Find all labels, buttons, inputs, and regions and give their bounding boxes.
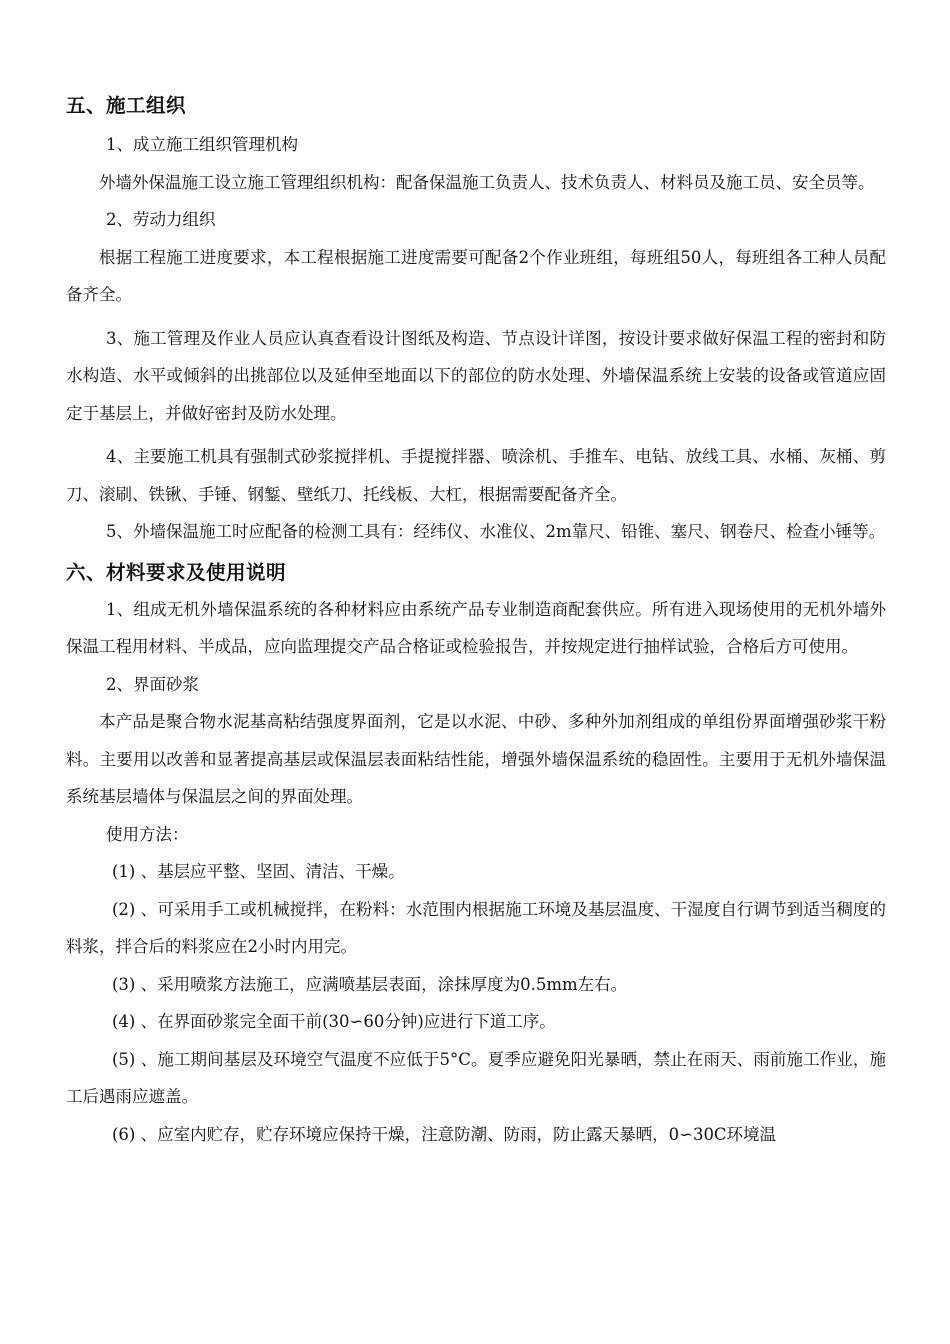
usage-step-4: (4) 、在界面砂浆完全面干前(30∽60分钟)应进行下道工序。 — [112, 1012, 556, 1031]
section-five-item-4: 4、主要施工机具有强制式砂浆搅拌机、手提搅拌器、喷涂机、手推车、电钻、放线工具、水桶、灰桶、剪刀、滚刷、铁锹、手锤、钢錾、壁纸刀、托线板、大杠，根据需要配备齐全。 — [66, 447, 886, 504]
section-five-item-1: 1、成立施工组织管理机构 — [106, 135, 298, 154]
usage-step-5: (5) 、施工期间基层及环境空气温度不应低于5°C。夏季应避免阳光暴晒，禁止在雨天、雨前施工作业，施工后遇雨应遮盖。 — [66, 1049, 886, 1106]
section-six-heading: 六、材料要求及使用说明 — [66, 560, 287, 584]
document-body — [66, 88, 886, 1153]
section-five-paragraph-2: 根据工程施工进度要求，本工程根据施工进度需要可配备2个作业班组，每班组50人，每班组各工种人员配备齐全。 — [66, 247, 886, 304]
usage-heading: 使用方法： — [106, 824, 189, 844]
section-six-item-1: 1、组成无机外墙保温系统的各种材料应由系统产品专业制造商配套供应。所有进入现场使用的无机外墙外保温工程用材料、半成品，应向监理提交产品合格证或检验报告，并按规定进行抽样试验，合格后方可使用。 — [66, 599, 886, 656]
section-six-paragraph-1: 本产品是聚合物水泥基高粘结强度界面剂，它是以水泥、中砂、多种外加剂组成的单组份界面增强砂浆干粉料。主要用以改善和显著提高基层或保温层表面粘结性能，增强外墙保温系统的稳固性。主要用于无机外墙保温系统基层墙体与保温层之间的界面处理。 — [66, 712, 886, 806]
usage-step-1: (1) 、基层应平整、坚固、清洁、干燥。 — [112, 862, 405, 881]
section-five-item-2: 2、劳动力组织 — [106, 210, 216, 229]
usage-step-2: (2) 、可采用手工或机械搅拌，在粉料：水范围内根据施工环境及基层温度、干湿度自行调节到适当稠度的料浆，拌合后的料浆应在2小时内用完。 — [66, 899, 886, 956]
section-six-item-2: 2、界面砂浆 — [106, 674, 199, 694]
section-five-heading: 五、施工组织 — [66, 94, 187, 117]
section-five-item-5: 5、外墙保温施工时应配备的检测工具有：经纬仪、水准仪、2m靠尺、铅锥、塞尺、钢卷尺、检查小锤等。 — [106, 522, 886, 541]
usage-step-3: (3) 、采用喷浆方法施工，应满喷基层表面，涂抹厚度为0.5mm左右。 — [112, 974, 628, 994]
usage-step-6: (6) 、应室内贮存，贮存环境应保持干燥，注意防潮、防雨，防止露天暴晒，0∽30C环境温 — [112, 1124, 777, 1144]
section-five-paragraph-1: 外墙外保温施工设立施工管理组织机构：配备保温施工负责人、技术负责人、材料员及施工员、安全员等。 — [99, 172, 875, 192]
section-five-item-3: 3、施工管理及作业人员应认真查看设计图纸及构造、节点设计详图，按设计要求做好保温工程的密封和防水构造、水平或倾斜的出挑部位以及延伸至地面以下的部位的防水处理、外墙保温系统上安装的设备或管道应固定于基层上，并做好密封及防水处理。 — [66, 328, 886, 423]
